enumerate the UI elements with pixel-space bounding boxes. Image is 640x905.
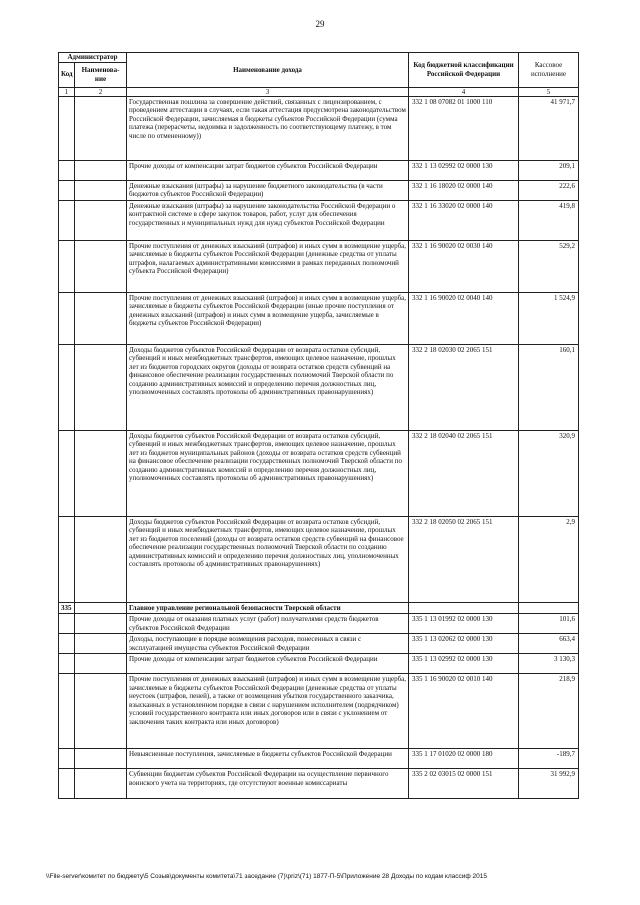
admin-name-cell: [75, 654, 127, 674]
cash-amount-cell: 1 524,9: [519, 292, 579, 344]
income-name-cell: Невыясненные поступления, зачисляемые в бюджеты субъектов Российской Федерации: [127, 749, 409, 769]
income-name-cell: Прочие поступления от денежных взысканий (штрафов) и иных сумм в возмещение ущерба, зачисляемые в бюджеты субъектов Российской Федерации (иные прочие поступления от денежных взысканий (штрафов) и иных сумм в возмещение ущерба, зачисляемые в бюджеты субъектов Российской Федерации): [127, 292, 409, 344]
file-path-footer: \\File-server\комитет по бюджету\5 Созыв\документы комитета\71 заседание (7)\priz\(71) 1877-П-5\Приложение 28 Доходы по кодам классиф 2015: [46, 873, 487, 880]
header-row-1: [59, 53, 579, 63]
admin-code-cell: [59, 749, 75, 769]
table-row: [59, 769, 579, 799]
table-row: [59, 430, 579, 516]
admin-name-cell: [75, 769, 127, 799]
admin-code-cell: [59, 516, 75, 602]
income-name-cell: Доходы бюджетов субъектов Российской Федерации от возврата остатков субсидий, субвенций и иных межбюджетных трансфертов, имеющих целевое назначение, прошлых лет из бюджетов городских округов (доходы от возврата остатков средств субвенций на финансовое обеспечение реализации государственных полномочий Тверской области по созданию административных комиссий и определению перечня должностных лиц, уполномоченных составлять протоколы об административных правонарушениях): [127, 344, 409, 430]
admin-name-cell: [75, 344, 127, 430]
column-number-row: [59, 87, 579, 96]
admin-code-cell: 335: [59, 602, 75, 614]
admin-code-cell: [59, 769, 75, 799]
budget-code-cell: [409, 602, 519, 614]
cash-amount-cell: 31 992,9: [519, 769, 579, 799]
admin-name-cell: [75, 602, 127, 614]
col-number: 3: [127, 87, 409, 96]
admin-name-cell: [75, 634, 127, 654]
income-name-cell: Денежные взыскания (штрафы) за нарушение законодательства Российской Федерации о контрактной системе в сфере закупок товаров, работ, услуг для обеспечения государственных и муниципальных нужд для нужд субъектов Российской Федерации: [127, 200, 409, 240]
admin-code-cell: [59, 180, 75, 200]
table-row: [59, 749, 579, 769]
income-name-cell: Прочие доходы от компенсации затрат бюджетов субъектов Российской Федерации: [127, 654, 409, 674]
admin-name-cell: [75, 614, 127, 634]
income-name-header: Наименование дохода: [127, 53, 409, 88]
admin-code-cell: [59, 292, 75, 344]
cash-amount-cell: 2,9: [519, 516, 579, 602]
income-name-cell: Прочие доходы от компенсации затрат бюджетов субъектов Российской Федерации: [127, 160, 409, 180]
income-name-cell: Доходы, поступающие в порядке возмещения расходов, понесенных в связи с эксплуатацией имущества субъектов Российской Федерации: [127, 634, 409, 654]
admin-name-cell: [75, 430, 127, 516]
cash-amount-cell: 529,2: [519, 240, 579, 292]
budget-code-cell: 335 1 13 02062 02 0000 130: [409, 634, 519, 654]
table-row: [59, 96, 579, 160]
admin-code-cell: [59, 430, 75, 516]
admin-name-cell: [75, 160, 127, 180]
cash-amount-cell: 663,4: [519, 634, 579, 654]
admin-name-cell: [75, 516, 127, 602]
cash-amount-cell: 209,1: [519, 160, 579, 180]
admin-code-cell: [59, 96, 75, 160]
income-name-cell: Прочие доходы от оказания платных услуг (работ) получателями средств бюджетов субъектов Российской Федерации: [127, 614, 409, 634]
admin-code-cell: [59, 160, 75, 180]
cash-amount-cell: 222,6: [519, 180, 579, 200]
kod-header: Код: [59, 62, 75, 87]
administrator-header: Администратор: [59, 53, 127, 63]
table-row: [59, 634, 579, 654]
col-number: 2: [75, 87, 127, 96]
table-row: [59, 160, 579, 180]
col-number: 5: [519, 87, 579, 96]
budget-code-cell: 332 2 18 02030 02 2065 151: [409, 344, 519, 430]
table-row: [59, 614, 579, 634]
budget-code-cell: 332 1 16 90020 02 0030 140: [409, 240, 519, 292]
admin-name-cell: [75, 96, 127, 160]
income-name-cell: Доходы бюджетов субъектов Российской Федерации от возврата остатков субсидий, субвенций и иных межбюджетных трансфертов, имеющих целевое назначение, прошлых лет из бюджетов муниципальных районов (доходы от возврата остатков средств субвенций на финансовое обеспечение реализации государственных полномочий Тверской области по созданию административных комиссий и определению перечня должностных лиц, уполномоченных составлять протоколы об административных правонарушениях): [127, 430, 409, 516]
income-name-cell: Денежные взыскания (штрафы) за нарушение бюджетного законодательства (в части бюджетов субъектов Российской Федерации): [127, 180, 409, 200]
budget-code-cell: 332 1 16 90020 02 0040 140: [409, 292, 519, 344]
cash-amount-cell: 419,8: [519, 200, 579, 240]
col-number: 4: [409, 87, 519, 96]
income-name-cell: Государственная пошлина за совершение действий, связанных с лицензированием, с проведением аттестации в случаях, если такая аттестация предусмотрена законодательством Российской Федерации, зачисляемая в бюджеты субъектов Российской Федерации (сумма платежа (перерасчеты, недоимка и задолженность по соответствующему платежу, в том числе по отмененному)): [127, 96, 409, 160]
income-name-cell: Доходы бюджетов субъектов Российской Федерации от возврата остатков субсидий, субвенций и иных межбюджетных трансфертов, имеющих целевое назначение, прошлых лет из бюджетов поселений (доходы от возврата остатков средств субвенций на финансовое обеспечение реализации государственных полномочий Тверской области по созданию административных комиссий и определению перечня должностных лиц, уполномоченных составлять протоколы об административных правонарушениях): [127, 516, 409, 602]
budget-code-cell: 335 1 16 90020 02 0010 140: [409, 674, 519, 749]
admin-code-cell: [59, 674, 75, 749]
admin-code-cell: [59, 634, 75, 654]
table-row: [59, 654, 579, 674]
cash-amount-cell: 320,9: [519, 430, 579, 516]
budget-code-cell: 332 1 13 02992 02 0000 130: [409, 160, 519, 180]
table-row: [59, 516, 579, 602]
income-name-cell: Прочие поступления от денежных взысканий (штрафов) и иных сумм в возмещение ущерба, зачисляемые в бюджеты субъектов Российской Федерации (денежные средства от уплаты штрафов, налагаемых административными комиссиями в рамках переданных полномочий субъекта Российской Федерации): [127, 240, 409, 292]
income-name-cell: Субвенции бюджетам субъектов Российской Федерации на осуществление первичного воинского учета на территориях, где отсутствуют военные комиссариаты: [127, 769, 409, 799]
cash-amount-cell: 41 971,7: [519, 96, 579, 160]
naimenovanie-header: Наименова-ние: [75, 62, 127, 87]
admin-name-cell: [75, 200, 127, 240]
cash-amount-cell: 218,9: [519, 674, 579, 749]
budget-code-cell: 335 1 17 01020 02 0000 180: [409, 749, 519, 769]
admin-name-cell: [75, 674, 127, 749]
cash-amount-cell: 101,6: [519, 614, 579, 634]
budget-code-cell: 335 1 13 01992 02 0000 130: [409, 614, 519, 634]
table-row: [59, 240, 579, 292]
admin-name-cell: [75, 240, 127, 292]
budget-code-cell: 332 1 08 07082 01 1000 110: [409, 96, 519, 160]
budget-code-cell: 332 1 16 33020 02 0000 140: [409, 200, 519, 240]
table-body: [59, 96, 579, 799]
income-name-cell: Главное управление региональной безопасности Тверской области: [127, 602, 409, 614]
budget-code-cell: 335 1 13 02992 02 0000 130: [409, 654, 519, 674]
income-table: [58, 52, 579, 799]
admin-name-cell: [75, 749, 127, 769]
page-number: 29: [315, 19, 325, 29]
admin-code-cell: [59, 240, 75, 292]
admin-code-cell: [59, 200, 75, 240]
section-row: [59, 602, 579, 614]
admin-name-cell: [75, 180, 127, 200]
admin-code-cell: [59, 614, 75, 634]
admin-name-cell: [75, 292, 127, 344]
table-row: [59, 674, 579, 749]
table-row: [59, 180, 579, 200]
admin-code-cell: [59, 344, 75, 430]
table-row: [59, 344, 579, 430]
budget-code-cell: 332 2 18 02040 02 2065 151: [409, 430, 519, 516]
income-name-cell: Прочие поступления от денежных взысканий (штрафов) и иных сумм в возмещение ущерба, зачисляемые в бюджеты субъектов Российской Федерации (денежные средства от уплаты неустоек (штрафов, пеней), а также от возмещения убытков государственного заказчика, взысканных в установленном порядке в связи с нарушением исполнителем (подрядчиком) условий государственного контракта или иных договоров или в связи с уклонением от заключения таких контракта или иных договоров): [127, 674, 409, 749]
cash-execution-header: Кассовое исполнение: [519, 53, 579, 88]
cash-amount-cell: -189,7: [519, 749, 579, 769]
admin-code-cell: [59, 654, 75, 674]
budget-code-cell: 335 2 02 03015 02 0000 151: [409, 769, 519, 799]
budget-code-header: Код бюджетной классификации Российской Федерации: [409, 53, 519, 88]
cash-amount-cell: 3 130,3: [519, 654, 579, 674]
cash-amount-cell: [519, 602, 579, 614]
table-row: [59, 200, 579, 240]
budget-code-cell: 332 1 16 18020 02 0000 140: [409, 180, 519, 200]
col-number: 1: [59, 87, 75, 96]
cash-amount-cell: 160,1: [519, 344, 579, 430]
budget-code-cell: 332 2 18 02050 02 2065 151: [409, 516, 519, 602]
table-row: [59, 292, 579, 344]
